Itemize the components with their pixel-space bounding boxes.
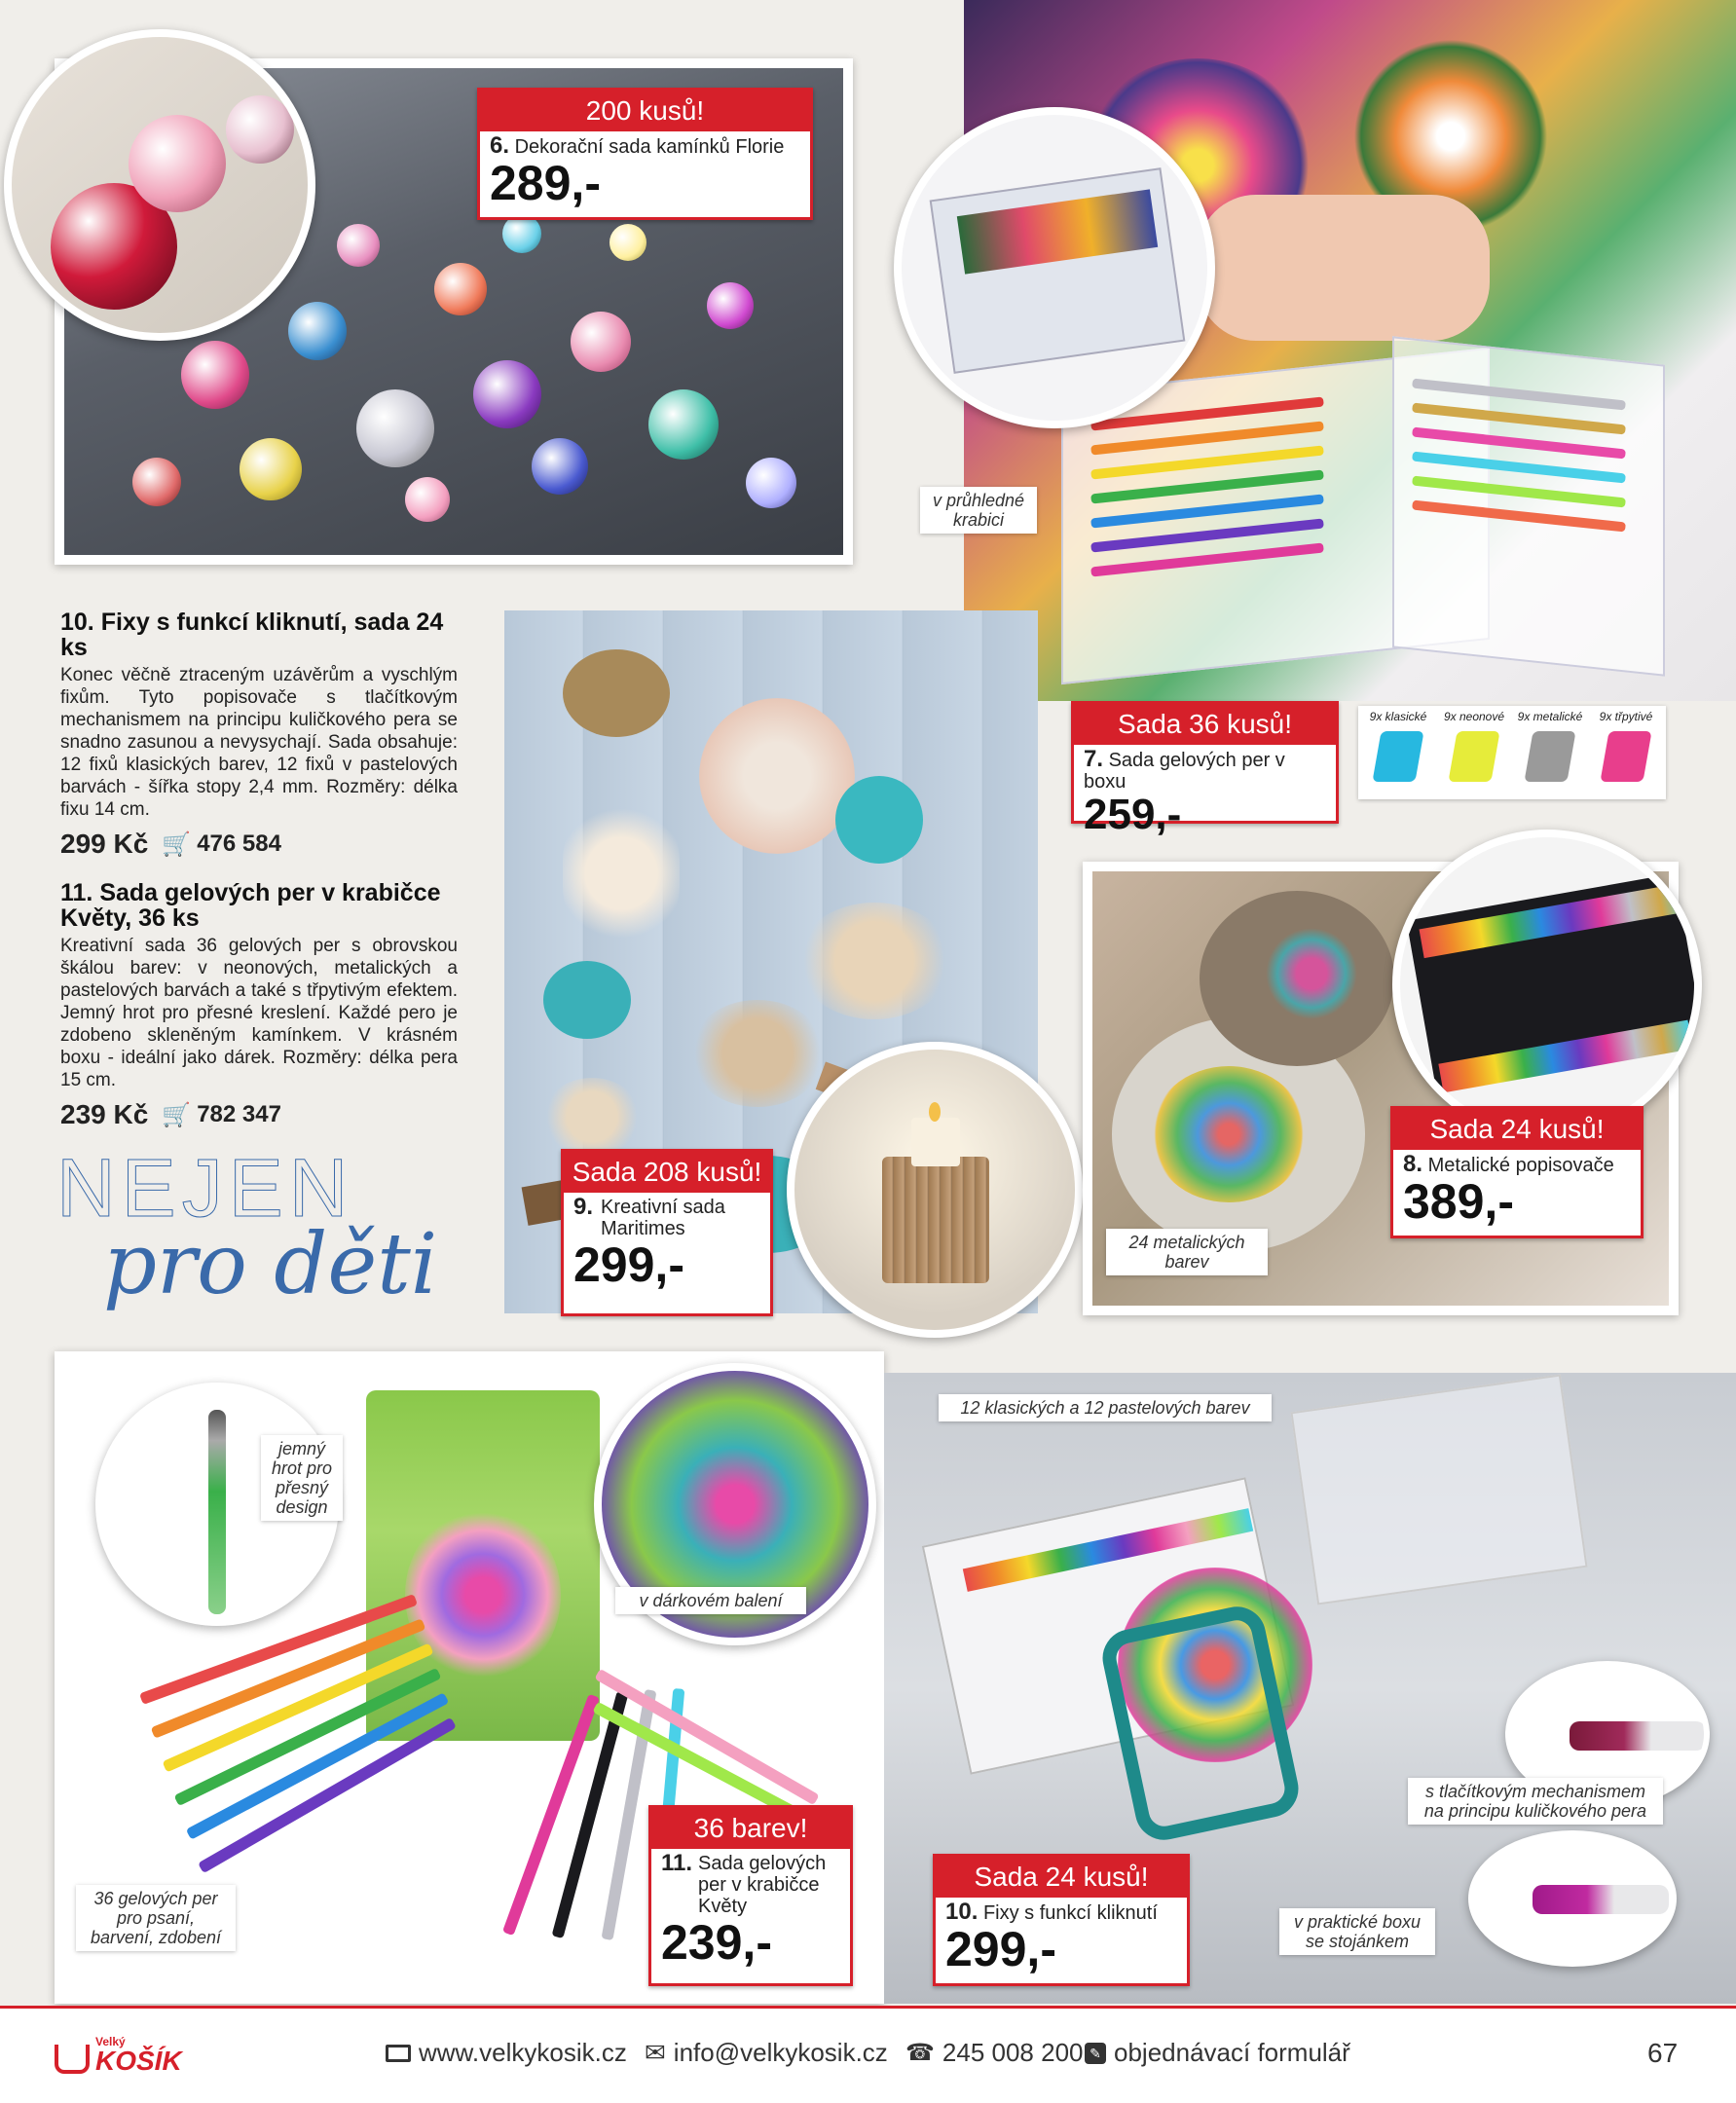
badge-price: 259,- [1084,791,1182,838]
markers-circle [1392,830,1702,1139]
product-description-11 [60,880,458,1130]
page-number: 67 [1647,2038,1679,2068]
cart-icon[interactable]: 🛒 [162,1101,192,1128]
badge-head: 200 kusů! [480,91,810,131]
badge-head: Sada 36 kusů! [1074,704,1336,745]
product-price: 239 Kč [60,1099,149,1129]
envelope-icon: ✉ [645,2038,666,2067]
swatch-label: 9x třpytivé [1599,710,1653,723]
badge-product-6 [477,88,813,220]
badge-product-10 [933,1854,1190,1986]
badge-title: Sada gelových per v krabičce Květy [698,1853,827,1917]
badge-head: Sada 208 kusů! [564,1152,770,1193]
caption-tip: jemný hrot pro přesný design [261,1435,343,1521]
badge-title: Fixy s funkcí kliknutí [982,1902,1158,1924]
swatch-classic [1361,710,1435,795]
badge-price: 299,- [945,1922,1056,1976]
swatch-label: 9x klasické [1369,710,1427,723]
footer-form[interactable] [1085,2038,1350,2068]
brand-logo[interactable] [55,2030,182,2081]
caption-practical: v praktické boxu se stojánkem [1279,1908,1435,1955]
swatch-neon [1437,710,1511,795]
product-description-10 [60,609,458,860]
badge-price: 289,- [490,156,601,210]
caption-mechanism: s tlačítkovým mechanismem na principu kuličkového pera [1408,1778,1663,1825]
monitor-icon [386,2045,411,2062]
caption-metallic-colors: 24 metalických barev [1106,1229,1268,1275]
badge-title: Kreativní sada Maritimes [601,1197,725,1239]
swatch-label: 9x metalické [1517,710,1583,723]
badge-product-8 [1390,1106,1644,1238]
badge-price: 389,- [1403,1174,1514,1229]
product-price: 299 Kč [60,829,149,859]
badge-head: Sada 24 kusů! [1393,1109,1641,1150]
footer-phone-text: 245 008 200 [942,2038,1084,2067]
product-title: 10. Fixy s funkcí kliknutí, sada 24 ks [60,609,444,661]
product-title: 11. Sada gelových per v krabičce Květy, 36 ks [60,879,441,932]
caption-gift: v dárkovém balení [615,1587,806,1614]
caption-gel36: 36 gelových per pro psaní, barvení, zdobení [76,1885,236,1951]
badge-product-7 [1071,701,1339,838]
swatch-metallic [1513,710,1587,795]
swatch-glitter [1589,710,1663,795]
marker-tip-circle-2 [1468,1830,1677,1967]
candle-circle [787,1042,1083,1338]
badge-title: Dekorační sada kamínků Florie [514,136,785,158]
brand-small: Velký [95,2035,126,2048]
badge-number: 10. [945,1899,979,1925]
pen-box-circle [894,107,1215,428]
badge-number: 6. [490,132,510,159]
basket-icon [55,2045,90,2074]
phone-icon: ☎ [905,2040,935,2066]
footer-email[interactable] [645,2038,888,2068]
footer-web[interactable] [386,2038,627,2068]
caption-classic12: 12 klasických a 12 pastelových barev [939,1394,1272,1421]
badge-title: Metalické popisovače [1427,1155,1614,1176]
badge-product-9 [561,1149,773,1316]
footer [0,2006,1736,2103]
caption-box: v průhledné krabici [920,487,1037,534]
swatch-label: 9x neonové [1443,710,1505,723]
headline-line1: NEJEN [56,1142,354,1234]
product-code: 782 347 [197,1101,281,1127]
badge-number: 11. [661,1850,693,1876]
badge-head: 36 barev! [651,1808,850,1849]
badge-number: 8. [1403,1151,1423,1177]
footer-form-text: objednávací formulář [1114,2038,1350,2067]
product-text: Kreativní sada 36 gelových per s obrovskou škálou barev: v neonových, metalických a pastelových barvách a také s třpytivým efektem. Jemný hrot pro přesné kreslení. Každé pero je zdobeno skleněným kamínkem. V krásném boxu - ideální jako dárek. Rozměry: délka pera 15 cm. [60,936,458,1090]
badge-number: 9. [573,1194,594,1220]
headline [56,1142,465,1351]
cart-icon[interactable]: 🛒 [162,830,192,858]
product-text: Konec věčně ztraceným uzávěrům a vyschlým fixům. Tyto popisovače s tlačítkovým mechanismem na principu kuličkového pera se snadno zasunou a nevysychají. Sada obsahuje: 12 fixů klasických barev, 12 fixů v pastelových barvách - šířka stopy 2,4 mm. Rozměry: délka fixu 14 cm. [60,665,458,820]
badge-product-11 [648,1805,853,1986]
color-swatches [1358,706,1666,799]
footer-web-text: www.velkykosik.cz [419,2038,627,2067]
brand-name: KOŠÍK [95,2046,182,2076]
badge-number: 7. [1084,746,1104,772]
product-code: 476 584 [197,830,281,857]
badge-title: Sada gelových per v boxu [1084,750,1285,793]
headline-line2: pro děti [103,1216,438,1313]
badge-price: 239,- [661,1915,772,1970]
badge-head: Sada 24 kusů! [936,1857,1187,1898]
gems-zoom-circle [4,29,315,341]
footer-email-text: info@velkykosik.cz [673,2038,888,2067]
badge-price: 299,- [573,1237,684,1292]
footer-phone[interactable] [905,2038,1084,2068]
form-icon: ✎ [1085,2043,1106,2064]
